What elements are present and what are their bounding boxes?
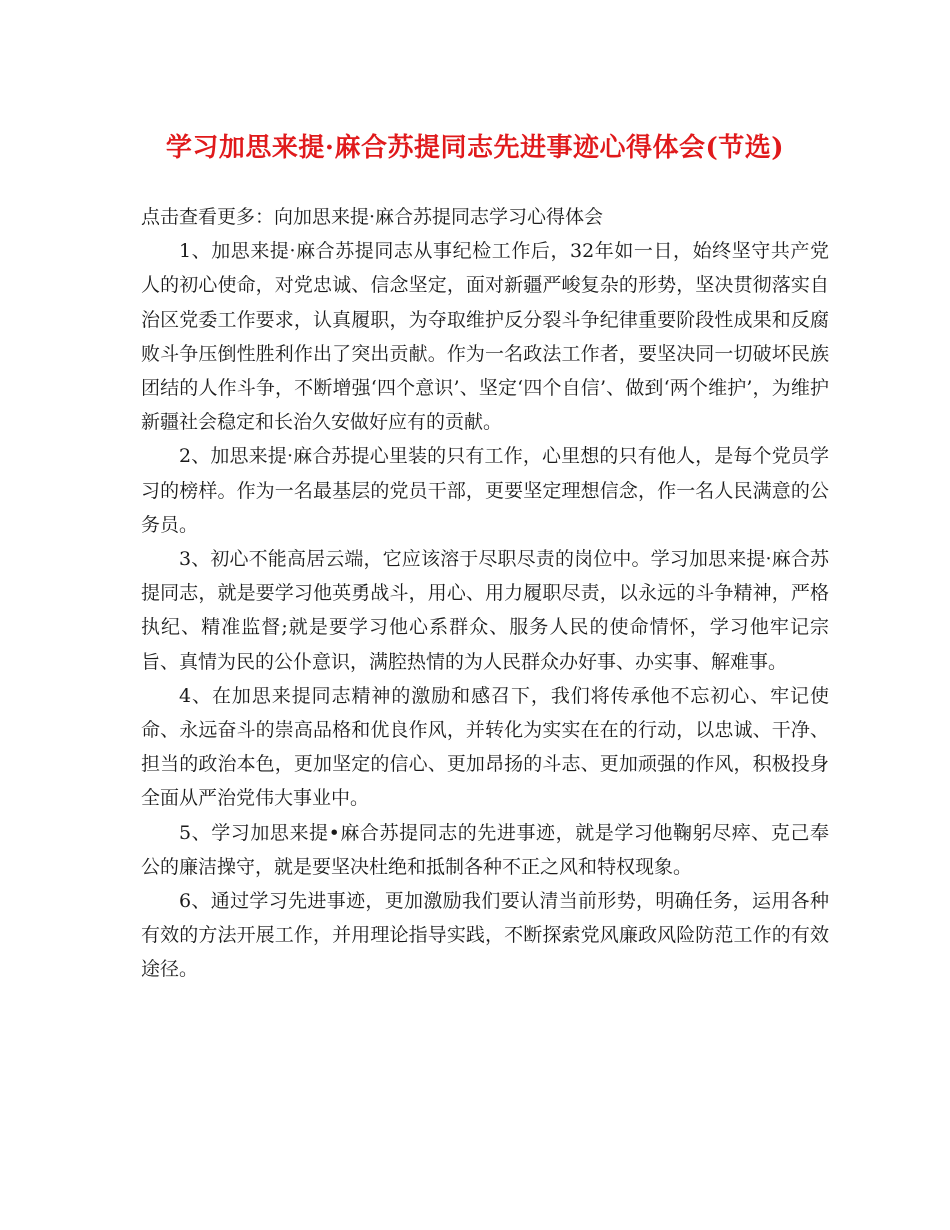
paragraph-6: 6、通过学习先进事迹，更加激励我们要认清当前形势，明确任务，运用各种有效的方法开展工作，并用理论指导实践，不断探索党风廉政风险防范工作的有效途径。 bbox=[141, 890, 829, 981]
document-body bbox=[141, 200, 829, 987]
paragraph-5: 5、学习加思来提•麻合苏提同志的先进事迹，就是学习他鞠躬尽瘁、克己奉公的廉洁操守，就是要坚决杜绝和抵制各种不正之风和特权现象。 bbox=[141, 821, 829, 878]
more-link-text: 点击查看更多：向加思来提·麻合苏提同志学习心得体会 bbox=[141, 206, 604, 228]
paragraph-2: 2、加思来提·麻合苏提心里装的只有工作，心里想的只有他人，是每个党员学习的榜样。作为一名最基层的党员干部，更要坚定理想信念，作一名人民满意的公务员。 bbox=[141, 445, 829, 536]
document-title: 学习加思来提·麻合苏提同志先进事迹心得体会(节选) bbox=[165, 133, 785, 163]
paragraph-4: 4、在加思来提同志精神的激励和感召下，我们将传承他不忘初心、牢记使命、永远奋斗的崇高品格和优良作风，并转化为实实在在的行动，以忠诚、干净、担当的政治本色，更加坚定的信心、更加昂扬的斗志、更加顽强的作风，积极投身全面从严治党伟大事业中。 bbox=[141, 684, 829, 810]
paragraph-3: 3、初心不能高居云端，它应该溶于尽职尽责的岗位中。学习加思来提·麻合苏提同志，就是要学习他英勇战斗，用心、用力履职尽责，以永远的斗争精神，严格执纪、精准监督;就是要学习他心系群众、服务人民的使命情怀，学习他牢记宗旨、真情为民的公仆意识，满腔热情的为人民群众办好事、办实事、解难事。 bbox=[141, 548, 829, 673]
paragraph-1: 1、加思来提·麻合苏提同志从事纪检工作后，32年如一日，始终坚守共产党人的初心使命，对党忠诚、信念坚定，面对新疆严峻复杂的形势，坚决贯彻落实自治区党委工作要求，认真履职，为夺取维护反分裂斗争纪律重要阶段性成果和反腐败斗争压倒性胜利作出了突出贡献。作为一名政法工作者，要坚决同一切破坏民族团结的人作斗争，不断增强‘四个意识’、坚定‘四个自信’、做到‘两个维护’，为维护新疆社会稳定和长治久安做好应有的贡献。 bbox=[141, 240, 829, 434]
